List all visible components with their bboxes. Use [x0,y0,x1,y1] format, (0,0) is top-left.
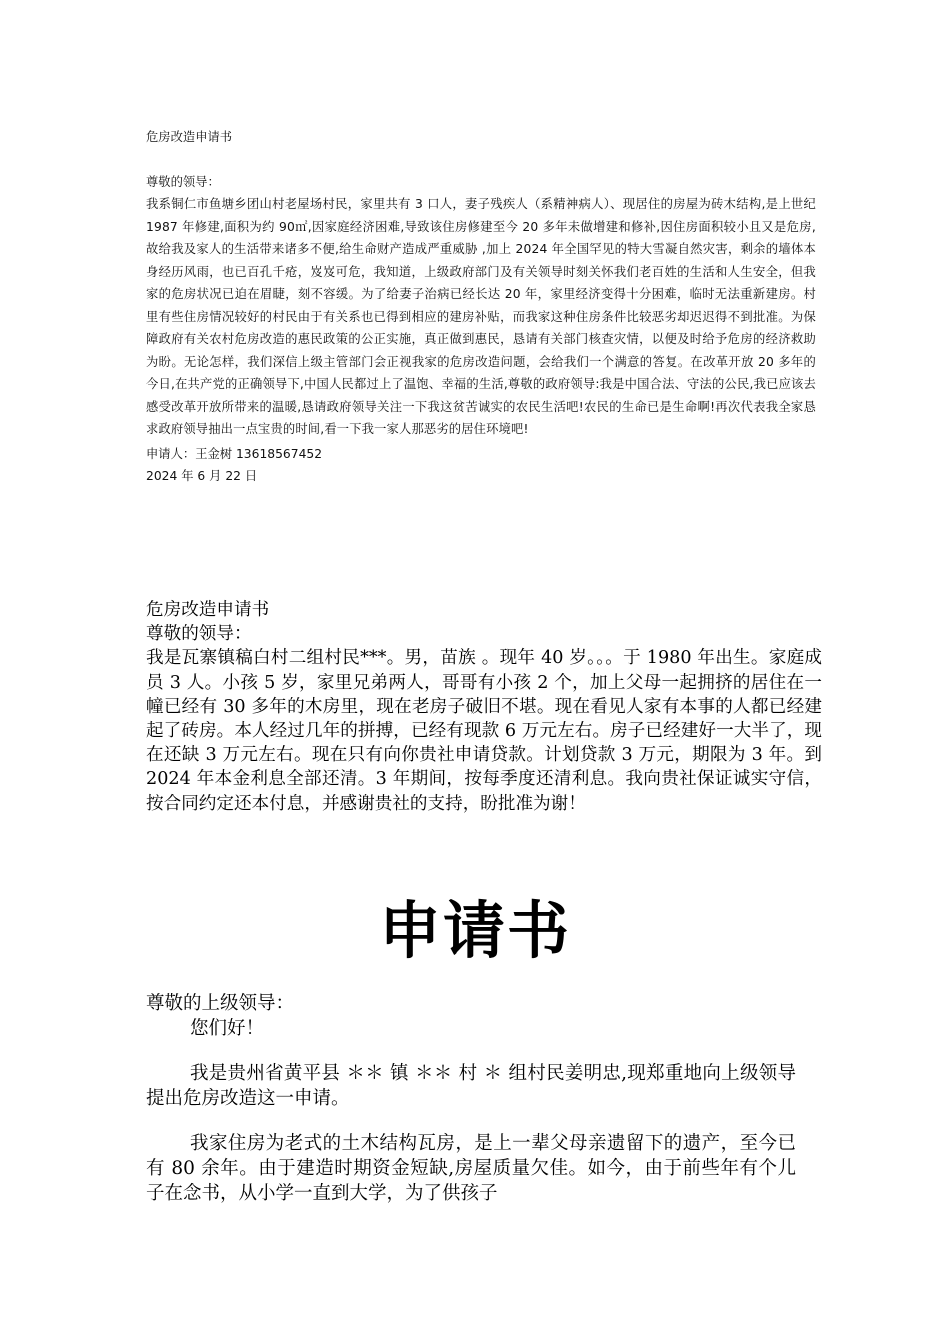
letter-3-paragraph-2: 我家住房为老式的土木结构瓦房，是上一辈父母亲遗留下的遗产，至今已有 80 余年。由于建造时期资金短缺,房屋质量欠佳。如今，由于前些年有个儿子在念书，从小学一直到大学，为了供孩子 [146,1133,796,1204]
letter-3-greeting: 您们好！ [190,1018,265,1039]
letter-1-date: 2024 年 6 月 22 日 [146,469,258,483]
letter-2-title: 危房改造申请书 [146,600,270,620]
letter-1-salutation: 尊敬的领导： [146,174,220,189]
letter-2-salutation: 尊敬的领导： [146,624,252,645]
letter-2-body: 我是瓦寨镇稿白村二组村民***。男，苗族 。现年 40 岁。。。于 1980 年出生。家庭成员 3 人。小孩 5 岁，家里兄弟两人，哥哥有小孩 2 个，加上父母一起拥挤的居住在一幢已经有 30 多年的木房里，现在老房子破旧不堪。现在看见人家有本事的人都已经建起了砖房。本人经过几年的拼搏，已经有现款 6 万元左右。房子已经建好一大半了，现在还缺 3 万元左右。现在只有向你贵社申请贷款。计划贷款 3 万元，期限为 3 年。到 2024 年本金利息全部还清。3 年期间，按每季度还清利息。我向贵社保证诚实守信，按合同约定还本付息，并感谢贵社的支持，盼批准为谢！ [146,648,822,814]
application-letter-2 [146,598,822,816]
letter-1-applicant: 申请人：王金树 13618567452 [146,446,323,461]
application-letter-1 [146,126,816,488]
letter-3-heading: 申请书 [378,894,571,967]
letter-3-salutation: 尊敬的上级领导： [146,993,295,1014]
letter-1-title: 危房改造申请书 [146,130,233,144]
letter-1-body: 我系铜仁市鱼塘乡团山村老屋场村民，家里共有 3 口人，妻子残疾人（系精神病人）、现居住的房屋为砖木结构,是上世纪 1987 年修建,面积为约 90㎡,因家庭经济困难,导致该住房修建至今 20 多年未做增建和修补,因住房面积较小且又是危房,故给我及家人的生活带来诸多不便,给生命财产造成严重威胁 ,加上 2024 年全国罕见的特大雪凝自然灾害，剩余的墙体本身经历风雨，也已百孔千疮，岌岌可危，我知道，上级政府部门及有关领导时刻关怀我们老百姓的生活和人生安全，但我家的危房状况已迫在眉睫，刻不容缓。为了给妻子治病已经长达 20 年，家里经济变得十分困难，临时无法重新建房。村里有些住房情况较好的村民由于有关系也已得到相应的建房补贴，而我家这种住房条件比较恶劣却迟迟得不到批准。为保障政府有关农村危房改造的惠民政策的公正实施，真正做到惠民，恳请有关部门核查灾情，以便及时给予危房的经济救助为盼。无论怎样，我们深信上级主管部门会正视我家的危房改造问题，会给我们一个满意的答复。在改革开放 20 多年的今日,在共产党的正确领导下,中国人民都过上了温饱、幸福的生活,尊敬的政府领导:我是中国合法、守法的公民,我已应该去感受改革开放所带来的温暖,恳请政府领导关注一下我这贫苦诚实的农民生活吧!农民的生命已是生命啊!再次代表我全家恳求政府领导抽出一点宝贵的时间,看一下我一家人那恶劣的居住环境吧! [146,197,816,436]
application-letter-3 [146,991,796,1206]
letter-3-paragraph-1: 我是贵州省黄平县 ＊＊ 镇 ＊＊ 村 ＊ 组村民姜明忠,现郑重地向上级领导提出危房改造这一申请。 [146,1063,796,1109]
